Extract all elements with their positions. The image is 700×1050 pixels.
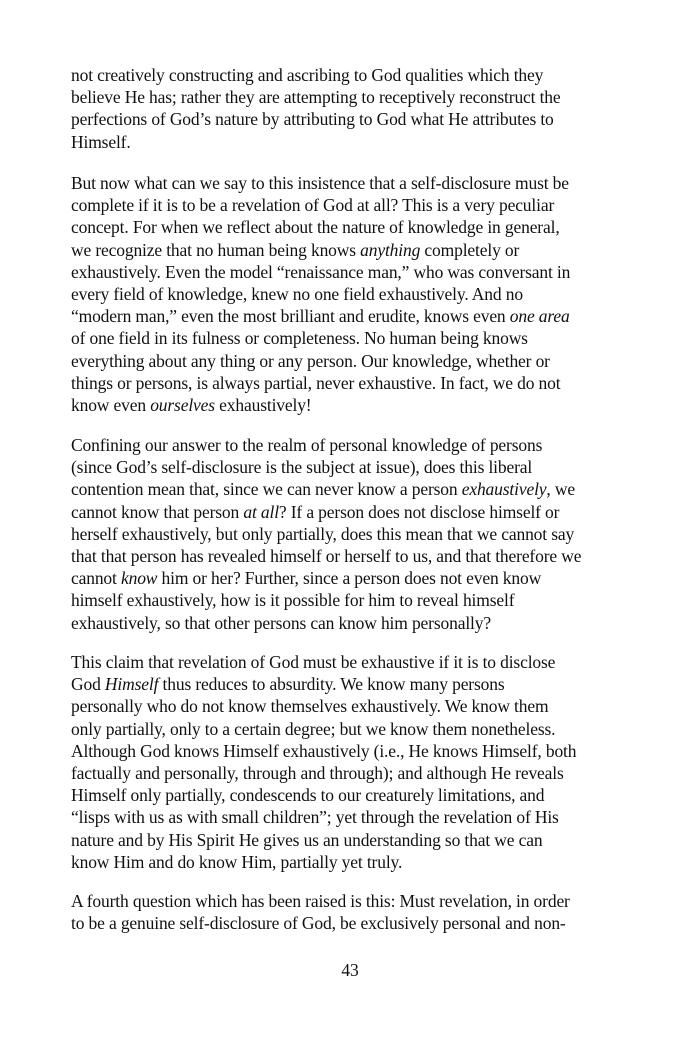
text-run: we recognize that no human being knows [71,239,361,260]
text-line [71,108,611,130]
text-line [71,651,619,673]
text-line [71,612,619,634]
paragraph-4 [71,651,619,873]
text-run: every field of knowledge, knew no one field exhaustively. And no [71,284,523,305]
text-run: But now what can we say to this insistence that a self-disclosure must be [71,173,569,193]
text-run: complete if it is to be a revelation of God at all? This is a very peculiar [71,195,555,216]
text-line [71,695,619,717]
text-line [71,261,619,283]
text-line [71,589,619,611]
text-line [71,762,619,784]
text-line [71,434,619,456]
text-line [71,890,619,912]
text-line [71,673,619,695]
text-run: that that person has revealed himself or herself to us, and that therefore we [71,546,582,567]
text-run: herself exhaustively, but only partially, does this mean that we cannot say [71,523,575,544]
text-run: to be a genuine self-disclosure of God, be exclusively personal and non- [71,913,566,934]
text-line [71,283,619,305]
text-run: not creatively constructing and ascribing to God qualities which they [71,65,544,85]
text-line [71,64,611,86]
text-run: (since God’s self-disclosure is the subject at issue), does this liberal [71,457,533,478]
text-line [71,305,619,327]
text-run: know even [71,395,151,416]
text-run: Himself. [71,131,131,152]
text-line [71,740,619,762]
text-run: everything about any thing or any person. Our knowledge, whether or [71,350,550,371]
italic-text-run: know [120,568,158,589]
paragraph-1 [71,64,611,153]
text-line [71,194,619,216]
text-run: nature and by His Spirit He gives us an understanding so that we can [71,829,543,850]
italic-text-run: at all [243,501,279,522]
text-line [71,216,619,238]
text-run: , we [546,479,575,500]
text-line [71,394,619,416]
text-line [71,806,619,828]
italic-text-run: exhaustively [461,479,547,500]
text-run: himself exhaustively, how is it possible for him to reveal himself [71,590,515,611]
text-run: perfections of God’s nature by attributing to God what He attributes to [71,109,554,130]
text-run: only partially, only to a certain degree; but we know them nonetheless. [71,718,556,739]
text-line [71,131,611,153]
text-run: God [71,674,105,695]
italic-text-run: anything [360,239,421,260]
text-line [71,523,619,545]
text-run: personally who do not know themselves exhaustively. We know them [71,696,549,717]
italic-text-run: Himself [104,674,159,695]
text-run: know Him and do know Him, partially yet truly. [71,851,403,872]
text-run: This claim that revelation of God must be exhaustive if it is to disclose [71,652,556,672]
text-line [71,851,619,873]
text-run: factually and personally, through and through); and although He reveals [71,763,564,784]
text-run: exhaustively! [214,395,312,416]
text-run: “lisps with us as with small children”; yet through the revelation of His [71,807,559,828]
text-run: ? If a person does not disclose himself or [278,501,560,522]
text-run: cannot know that person [71,501,244,522]
text-line [71,86,611,108]
italic-text-run: ourselves [150,395,215,416]
text-line [71,172,619,194]
text-line [71,350,619,372]
text-run: Although God knows Himself exhaustively (i.e., He knows Himself, both [71,740,577,761]
text-run: exhaustively, so that other persons can know him personally? [71,612,491,633]
text-line [71,912,619,934]
page-number: 43 [341,960,359,980]
text-line [71,478,619,500]
text-line [71,567,619,589]
text-run: concept. For when we reflect about the nature of knowledge in general, [71,217,560,238]
text-run: Himself only partially, condescends to our creaturely limitations, and [71,785,545,806]
text-run: A fourth question which has been raised is this: Must revelation, in order [71,891,570,911]
text-line [71,456,619,478]
text-run: cannot [71,568,121,589]
text-run: exhaustively. Even the model “renaissance man,” who was conversant in [71,261,571,282]
paragraph-3 [71,434,619,634]
text-run: thus reduces to absurdity. We know many persons [158,674,505,695]
text-line [71,327,619,349]
text-run: things or persons, is always partial, never exhaustive. In fact, we do not [71,372,561,393]
text-line [71,372,619,394]
text-line [71,545,619,567]
text-run: “modern man,” even the most brilliant and erudite, knows even [71,306,510,327]
text-run: completely or [420,239,520,260]
text-line [71,784,619,806]
italic-text-run: one area [509,306,570,327]
text-run: him or her? Further, since a person does not even know [157,568,542,589]
text-run: of one field in its fulness or completeness. No human being knows [71,328,528,349]
paragraph-2 [71,172,619,416]
text-line [71,501,619,523]
text-run: believe He has; rather they are attempting to receptively reconstruct the [71,87,561,108]
text-line [71,239,619,261]
text-run: contention mean that, since we can never know a person [71,479,462,500]
text-line [71,718,619,740]
paragraph-5 [71,890,619,934]
text-run: Confining our answer to the realm of personal knowledge of persons [71,435,543,455]
text-line [71,829,619,851]
